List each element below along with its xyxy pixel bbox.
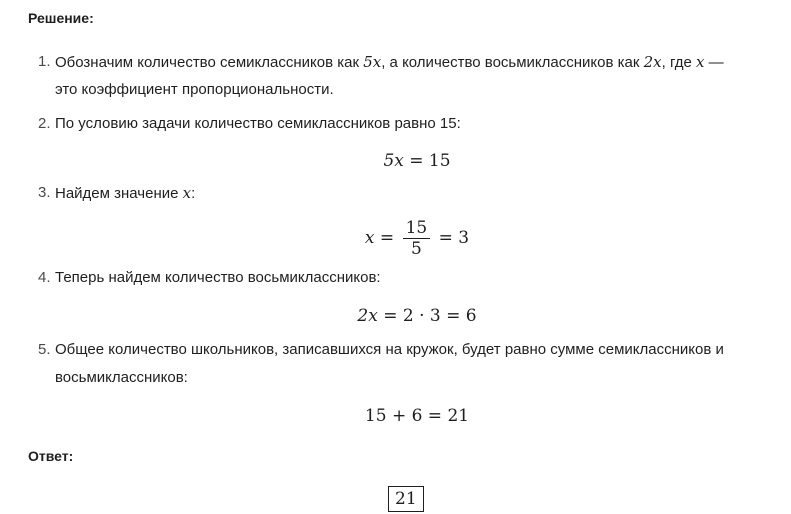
step-5-line-2: восьмиклассников: <box>55 369 188 386</box>
step-1-text-c: , где <box>661 54 692 71</box>
step-5-line-1: Общее количество школьников, записавшихся на кружок, будет равно сумме семиклассников и <box>55 341 724 358</box>
step-4-equation <box>0 305 791 327</box>
step-3-equation <box>0 218 791 259</box>
step-3-fraction-numerator: 15 <box>403 218 431 239</box>
solution-heading: Решение: <box>28 10 94 26</box>
step-3-fraction <box>403 218 431 259</box>
step-3-fraction-denominator: 5 <box>410 239 422 259</box>
step-1-text-b: , а количество восьмиклассников как <box>381 54 640 71</box>
step-3-text-a: Найдем значение <box>55 185 179 202</box>
step-5-number: 5. <box>38 341 51 358</box>
step-1-number: 1. <box>38 53 51 70</box>
step-1-math-x: x <box>696 53 705 71</box>
step-2-eq-rhs: = 15 <box>409 151 451 171</box>
step-2-number: 2. <box>38 115 51 132</box>
answer-box: 21 <box>388 486 424 512</box>
step-1-text-a: Обозначим количество семиклассников как <box>55 54 360 71</box>
step-2-text: По условию задачи количество семиклассников равно 15: <box>55 115 461 132</box>
step-3-eq-rhs: = 3 <box>438 228 470 248</box>
step-1-line-1 <box>55 52 724 73</box>
step-2-equation <box>0 150 791 172</box>
step-1-line-2: это коэффициент пропорциональности. <box>55 81 334 98</box>
step-2-eq-lhs: 5x <box>383 151 404 171</box>
step-1-text-d: — <box>708 54 724 71</box>
step-1-math-2x: 2x <box>643 53 662 71</box>
step-5-equation: 15 + 6 = 21 <box>364 406 470 426</box>
answer-heading: Ответ: <box>28 448 74 464</box>
step-3-text <box>55 183 195 204</box>
step-3-number: 3. <box>38 184 51 201</box>
step-1-math-5x: 5x <box>363 53 382 71</box>
step-4-eq-rhs: = 2 · 3 = 6 <box>383 306 477 326</box>
step-3-eq-eq: = <box>379 228 395 248</box>
step-4-number: 4. <box>38 269 51 286</box>
step-4-text: Теперь найдем количество восьмиклассников: <box>55 269 381 286</box>
step-4-eq-lhs: 2x <box>357 306 378 326</box>
step-3-eq-lhs: x <box>364 228 375 248</box>
step-3-text-b: : <box>191 185 196 202</box>
step-3-math-x: x <box>182 184 192 202</box>
